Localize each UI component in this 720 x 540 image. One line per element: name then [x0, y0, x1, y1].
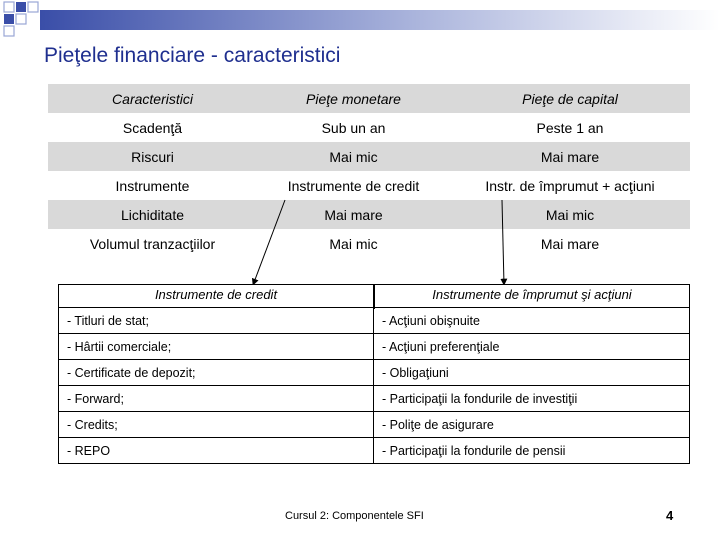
table-cell: Mai mare: [450, 229, 690, 258]
table-row: [48, 200, 690, 229]
table-row: [59, 438, 690, 464]
table-cell: Peste 1 an: [450, 113, 690, 142]
credit-instrument-item: - Credits;: [59, 412, 374, 438]
table-row: [48, 171, 690, 200]
page-title: Pieţele financiare - caracteristici: [44, 44, 341, 67]
table-row: [48, 142, 690, 171]
table-cell: Scadenţă: [48, 113, 257, 142]
table-row: [59, 386, 690, 412]
table-cell: Mai mic: [257, 142, 450, 171]
footer-course-name: Cursul 2: Componentele SFI: [285, 510, 424, 522]
table-row: [59, 360, 690, 386]
table-header-row: [48, 84, 690, 113]
page-number: 4: [666, 508, 674, 523]
loan-instrument-item: - Obligaţiuni: [374, 360, 690, 386]
comparison-table: [48, 84, 690, 258]
table-row: [48, 113, 690, 142]
table-cell: Mai mic: [257, 229, 450, 258]
header-cell: Caracteristici: [48, 84, 257, 113]
loan-instrument-item: - Participaţii la fondurile de investiţii: [374, 386, 690, 412]
table-cell: Mai mare: [257, 200, 450, 229]
credit-instruments-title: Instrumente de credit: [58, 284, 374, 309]
loan-instrument-item: - Poliţe de asigurare: [374, 412, 690, 438]
table-row: [59, 334, 690, 360]
table-row: [59, 412, 690, 438]
table-cell: Mai mic: [450, 200, 690, 229]
credit-instrument-item: - Titluri de stat;: [59, 308, 374, 334]
loan-instruments-title: Instrumente de împrumut şi acţiuni: [374, 284, 690, 309]
table-cell: Instr. de împrumut + acţiuni: [450, 171, 690, 200]
table-cell: Sub un an: [257, 113, 450, 142]
credit-instrument-item: - Forward;: [59, 386, 374, 412]
table-cell: Instrumente de credit: [257, 171, 450, 200]
header-cell: Pieţe monetare: [257, 84, 450, 113]
credit-instrument-item: - Hârtii comerciale;: [59, 334, 374, 360]
table-cell: Instrumente: [48, 171, 257, 200]
header-cell: Pieţe de capital: [450, 84, 690, 113]
loan-instrument-item: - Acţiuni preferenţiale: [374, 334, 690, 360]
instruments-table: [58, 307, 690, 464]
table-row: [59, 308, 690, 334]
loan-instrument-item: - Acţiuni obişnuite: [374, 308, 690, 334]
table-cell: Lichiditate: [48, 200, 257, 229]
loan-instrument-item: - Participaţii la fondurile de pensii: [374, 438, 690, 464]
header-gradient-bar: [40, 10, 720, 30]
credit-instrument-item: - REPO: [59, 438, 374, 464]
table-cell: Volumul tranzacţiilor: [48, 229, 257, 258]
table-cell: Riscuri: [48, 142, 257, 171]
credit-instrument-item: - Certificate de depozit;: [59, 360, 374, 386]
table-cell: Mai mare: [450, 142, 690, 171]
table-row: [48, 229, 690, 258]
